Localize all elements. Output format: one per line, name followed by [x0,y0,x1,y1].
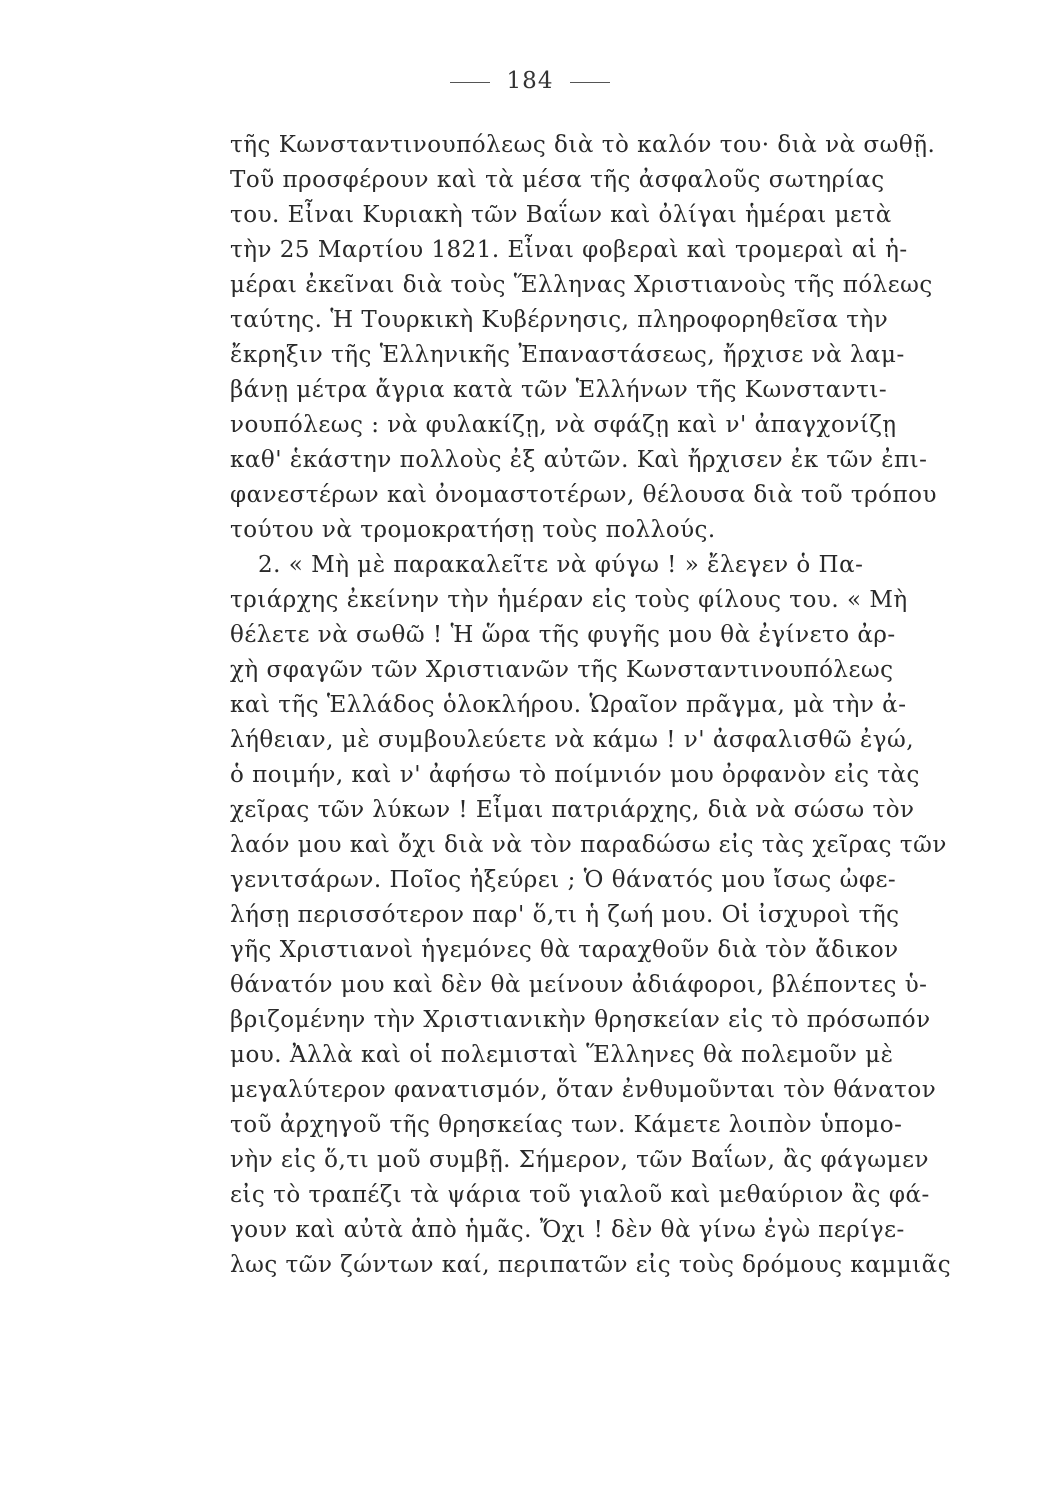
text-line: βάνῃ μέτρα ἄγρια κατὰ τῶν Ἑλλήνων τῆς Κωνσταντι- [230,377,888,403]
text-line: τούτου νὰ τρομοκρατήσῃ τοὺς πολλούς. [230,517,716,543]
text-line: νὴν εἰς ὅ,τι μοῦ συμβῇ. Σήμερον, τῶν Βαΐων, ἂς φάγωμεν [230,1147,929,1173]
body-text [230,128,1030,1283]
text-line: λως τῶν ζώντων καί, περιπατῶν εἰς τοὺς δρόμους καμμιᾶς [230,1252,952,1278]
text-line: 2. « Μὴ μὲ παρακαλεῖτε νὰ φύγω ! » ἔλεγεν ὁ Πα- [258,552,864,578]
right-dash [570,82,610,83]
text-line: λήθειαν, μὲ συμβουλεύετε νὰ κάμω ! ν' ἀσφαλισθῶ ἐγώ, [230,727,915,753]
text-line: ἔκρηξιν τῆς Ἑλληνικῆς Ἐπαναστάσεως, ἤρχισε νὰ λαμ- [230,342,905,368]
text-line: χεῖρας τῶν λύκων ! Εἶμαι πατριάρχης, διὰ νὰ σώσω τὸν [230,797,915,823]
text-line: λήσῃ περισσότερον παρ' ὅ,τι ἡ ζωή μου. Οἱ ἰσχυροὶ τῆς [230,902,900,928]
text-line: γῆς Χριστιανοὶ ἡγεμόνες θὰ ταραχθοῦν διὰ τὸν ἄδικον [230,937,899,963]
text-line: φανεστέρων καὶ ὀνομαστοτέρων, θέλουσα διὰ τοῦ τρόπου [230,482,937,508]
page-number: 184 [506,68,554,94]
page-number-header [0,68,1060,94]
text-line: τῆς Κωνσταντινουπόλεως διὰ τὸ καλόν του· διὰ νὰ σωθῇ. [230,132,936,158]
text-line: βριζομένην τὴν Χριστιανικὴν θρησκείαν εἰς τὸ πρόσωπόν [230,1007,931,1033]
text-line: τριάρχης ἐκείνην τὴν ἡμέραν εἰς τοὺς φίλους του. « Μὴ [230,587,908,613]
text-line: καὶ τῆς Ἑλλάδος ὁλοκλήρου. Ὡραῖον πρᾶγμα, μὰ τὴν ἀ- [230,692,907,718]
text-line: εἰς τὸ τραπέζι τὰ ψάρια τοῦ γιαλοῦ καὶ μεθαύριον ἂς φά- [230,1182,930,1208]
text-line: θάνατόν μου καὶ δὲν θὰ μείνουν ἀδιάφοροι, βλέποντες ὑ- [230,972,928,998]
text-line: θέλετε νὰ σωθῶ ! Ἡ ὥρα τῆς φυγῆς μου θὰ ἐγίνετο ἀρ- [230,622,896,648]
text-line: λαόν μου καὶ ὄχι διὰ νὰ τὸν παραδώσω εἰς τὰς χεῖρας τῶν [230,832,947,858]
text-line: χὴ σφαγῶν τῶν Χριστιανῶν τῆς Κωνσταντινουπόλεως [230,657,894,683]
text-line: του. Εἶναι Κυριακὴ τῶν Βαΐων καὶ ὀλίγαι ἡμέραι μετὰ [230,202,892,228]
text-line: νουπόλεως : νὰ φυλακίζῃ, νὰ σφάζῃ καὶ ν' ἀπαγχονίζῃ [230,412,897,438]
left-dash [450,82,490,83]
text-line: γουν καὶ αὐτὰ ἀπὸ ἡμᾶς. Ὄχι ! δὲν θὰ γίνω ἐγὼ περίγε- [230,1217,905,1243]
text-line: ὁ ποιμήν, καὶ ν' ἀφήσω τὸ ποίμνιόν μου ὀρφανὸν εἰς τὰς [230,762,920,788]
text-line: μεγαλύτερον φανατισμόν, ὅταν ἐνθυμοῦνται τὸν θάνατον [230,1077,937,1103]
text-line: Τοῦ προσφέρουν καὶ τὰ μέσα τῆς ἀσφαλοῦς σωτηρίας [230,167,885,193]
text-line: γενιτσάρων. Ποῖος ἠξεύρει ; Ὁ θάνατός μου ἴσως ὠφε- [230,867,897,893]
text-line: καθ' ἑκάστην πολλοὺς ἐξ αὐτῶν. Καὶ ἤρχισεν ἐκ τῶν ἐπι- [230,447,928,473]
text-line: μέραι ἐκεῖναι διὰ τοὺς Ἕλληνας Χριστιανοὺς τῆς πόλεως [230,272,933,298]
text-line: μου. Ἀλλὰ καὶ οἱ πολεμισταὶ Ἕλληνες θὰ πολεμοῦν μὲ [230,1042,894,1068]
text-line: τὴν 25 Μαρτίου 1821. Εἶναι φοβεραὶ καὶ τρομεραὶ αἱ ἡ- [230,237,908,263]
text-line: ταύτης. Ἡ Τουρκικὴ Κυβέρνησις, πληροφορηθεῖσα τὴν [230,307,889,333]
text-line: τοῦ ἀρχηγοῦ τῆς θρησκείας των. Κάμετε λοιπὸν ὑπομο- [230,1112,903,1138]
